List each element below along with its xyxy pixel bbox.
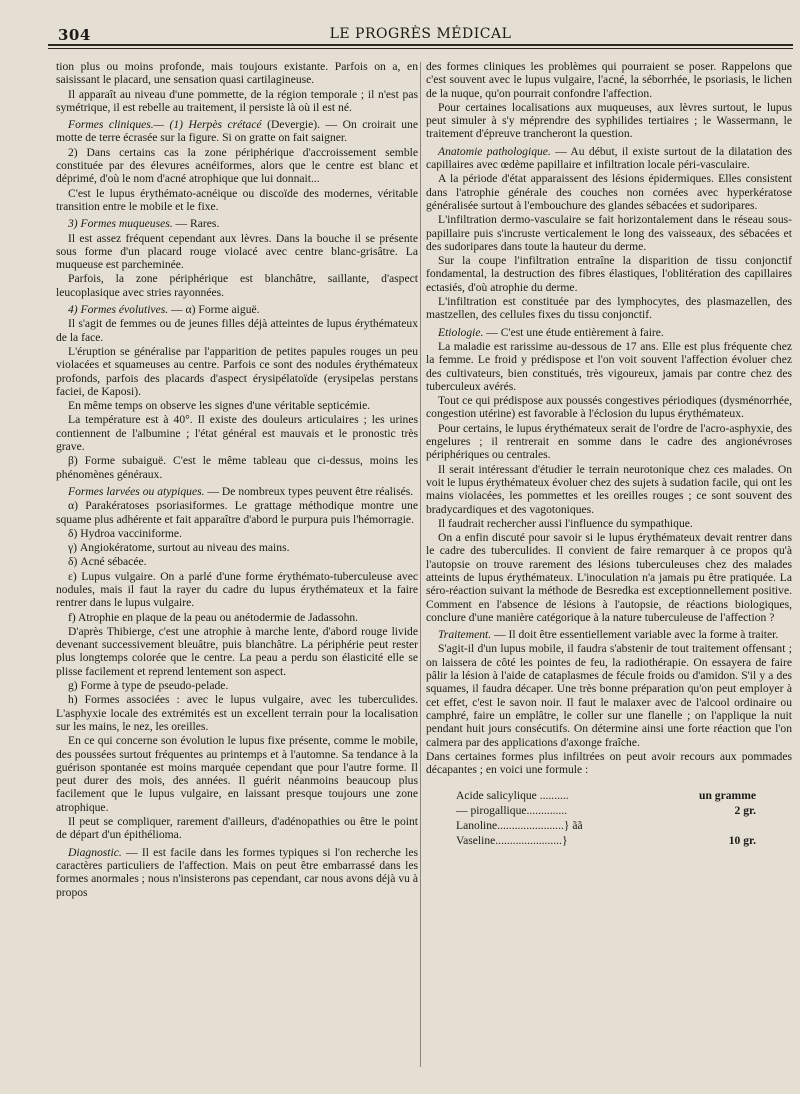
paragraph-text: En même temps on observe les signes d'une véritable septicémie. — [68, 399, 371, 413]
ingredient-name: Vaseline.......................} — [456, 834, 568, 848]
paragraph-text: f) Atrophie en plaque de la peau ou anétodermie de Jadassohn. — [68, 610, 359, 624]
paragraph-text: S'agit-il d'un lupus mobile, il faudra s'abstenir de tout traitement offensant ; on laissera de côté les pointes de feu, la radiothérapie. On essayera de faire pâlir la lésion à l'aide de cataplasmes de fécule froids ou d'amidon. S'il y a des squames, il faudra décaper. Une très bonne préparation qu'on peut employer à cet effet, c'est le savon noir. Il faut le malaxer avec de l'alcool ordinaire ou camphré, faire un emplâtre, le coller sur une flanelle ; on l'applique la nuit pendant huit jours consécutifs. On détermine ainsi une forte réaction que l'on calmera par des applications d'axonge fraîche. — [426, 642, 792, 749]
paragraph — [426, 517, 792, 530]
paragraph — [426, 463, 792, 516]
ingredient-quantity: 2 gr. — [734, 804, 756, 818]
paragraph — [56, 217, 418, 230]
paragraph-text: Dans certaines formes plus infiltrées on peut avoir recours aux pommades décapantes ; en voici une formule : — [426, 749, 792, 777]
paragraph-text: — α) Forme aiguë. — [168, 303, 260, 317]
paragraph — [56, 734, 418, 814]
paragraph-text: Parfois, la zone périphérique est blanchâtre, saillante, d'aspect leucoplasique avec stries rayonnées. — [56, 272, 418, 299]
ingredient-name: — pirogallique.............. — [456, 804, 568, 818]
paragraph — [56, 399, 418, 412]
paragraph-text: des formes cliniques les problèmes qui pourraient se poser. Rappelons que c'est souvent avec le lupus vulgaire, l'acné, la séborrhée, le psoriasis, le lichen de la nuque, qu'on pourrait confondre l'affection. — [426, 60, 792, 100]
paragraph-text: La maladie est rarissime au-dessous de 17 ans. Elle est plus fréquente chez la femme. Le froid y prédispose et l'on voit souvent l'affection évoluer chez des cultivateurs, bien constitués, très vigoureux, jamais par contre chez des tuberculeux avérés. — [426, 339, 792, 393]
paragraph — [56, 345, 418, 398]
paragraph — [56, 625, 418, 678]
section-heading: Etiologie. — [438, 325, 484, 339]
paragraph — [56, 187, 418, 214]
paragraph-text: L'infiltration dermo-vasculaire se fait horizontalement dans le réseau sous-papillaire puis s'incruste verticalement le long des vaisseaux, des sébacées et des sudoripares dans toute la hauteur du derme. — [426, 213, 792, 253]
paragraph-text: — Il doit être essentiellement variable avec la forme à traiter. — [491, 628, 779, 642]
paragraph — [56, 555, 418, 568]
running-header — [48, 22, 793, 42]
section-heading: Anatomie pathologique. — [438, 144, 551, 158]
paragraph-text: β) Forme subaiguë. C'est le même tableau que ci-dessus, moins les phénomènes généraux. — [56, 454, 418, 481]
paragraph — [56, 499, 418, 526]
paragraph — [56, 317, 418, 344]
paragraph — [426, 254, 792, 294]
paragraph-text: C'est le lupus érythémato-acnéique ou discoïde des modernes, véritable transition entre le mobile et le fixe. — [56, 186, 418, 213]
paragraph — [426, 422, 792, 462]
paragraph-text: δ) Acné sébacée. — [68, 555, 147, 569]
paragraph-text: Il faudrait rechercher aussi l'influence du sympathique. — [438, 516, 693, 530]
section-heading: Diagnostic. — [68, 845, 122, 859]
paragraph-text: Il est assez fréquent cependant aux lèvres. Dans la bouche il se présente sous forme d'un placard rouge violacé avec centre blanc-grisâtre. La muqueuse est parcheminée. — [56, 231, 418, 272]
paragraph-text: — C'est une étude entièrement à faire. — [483, 325, 664, 339]
journal-title: LE PROGRÈS MÉDICAL — [329, 26, 512, 42]
section-heading: 3) Formes muqueuses. — [68, 217, 173, 231]
paragraph-text: α) Parakératoses psoriasiformes. Le grattage méthodique montre une squame plus adhérente et fait apparaître d'abord le purpura puis l'hémorragie. — [56, 499, 418, 526]
paragraph-text: Sur la coupe l'infiltration entraîne la disparition de tissu conjonctif fondamental, la destruction des fibres élastiques, l'oblitération des capillaires ectasiés, d'où atrophie du derme. — [426, 254, 792, 294]
paragraph-text: La température est à 40°. Il existe des douleurs articulaires ; les urines contiennent de l'albumine ; l'état général est mauvais et le pronostic très grave. — [56, 413, 418, 454]
header-rule-thin — [48, 48, 793, 49]
paragraph-text: A la période d'état apparaissent des lésions épidermiques. Elles consistent dans l'atrophie générale des couches non cornées avec hyperkératose généralisée surtout à l'embouchure des glandes sébacées et sudoripares. — [426, 172, 792, 212]
ingredient-name: Acide salicylique .......... — [456, 789, 569, 803]
paragraph — [56, 60, 418, 87]
right-paragraphs — [426, 60, 792, 776]
paragraph — [56, 485, 418, 498]
paragraph — [426, 326, 792, 339]
paragraph — [56, 88, 418, 115]
paragraph-text: tion plus ou moins profonde, mais toujours existante. Parfois on a, en saisissant le placard, une sensation quasi cartilagineuse. — [56, 60, 418, 87]
paragraph-text: — Au début, il existe surtout de la dilatation des capillaires avec œdème papillaire et infiltration locale péri-vasculaire. — [426, 144, 792, 172]
paragraph — [56, 413, 418, 453]
section-heading: Traitement. — [438, 628, 492, 642]
right-column — [426, 60, 792, 1070]
paragraph — [56, 693, 418, 733]
paragraph-text: g) Forme à type de pseudo-pelade. — [68, 679, 229, 693]
formula-row — [456, 818, 756, 833]
paragraph — [56, 118, 418, 145]
paragraph — [426, 642, 792, 748]
ingredient-quantity: 10 gr. — [728, 834, 756, 848]
paragraph-text: ε) Lupus vulgaire. On a parlé d'une forme érythémato-tuberculeuse avec nodules, mais il faut la rayer du cadre du lupus érythémateux et la faire rentrer dans le lupus vulgaire. — [56, 569, 418, 610]
paragraph-text: γ) Angiokératome, surtout au niveau des mains. — [68, 541, 290, 555]
ingredient-quantity: un gramme — [699, 789, 756, 803]
paragraph — [56, 679, 418, 692]
paragraph — [426, 340, 792, 393]
paragraph-text: (Devergie). — On croirait une motte de terre écrasée sur la figure. Si on gratte on fait saigner. — [56, 118, 418, 145]
paragraph-text: L'infiltration est constituée par des lymphocytes, des plasmazellen, des mastzellen, des cellules fixes du tissu conjonctif. — [426, 295, 792, 322]
paragraph — [56, 570, 418, 610]
paragraph — [426, 295, 792, 322]
paragraph-text: L'éruption se généralise par l'apparition de petites papules rouges un peu violacées et squameuses au centre. Parfois ce sont des nodules érythémateux profonds, parfois des placards d'aspect érysipélatoïde (erysipelas perstans faciei, de Kaposi). — [56, 344, 418, 398]
paragraph-text: 2) Dans certains cas la zone périphérique d'accroissement semble constituée par des élevures acnéiformes, alors que le centre est blanc et déprimé, d'où le nom d'acné atrophique que lui donnait... — [56, 145, 418, 186]
paragraph — [426, 750, 792, 777]
page-number: 304 — [58, 26, 91, 44]
paragraph-text: — Il est facile dans les formes typiques si l'on recherche les caractères particuliers de l'affection. Mais on peut être embarrassé dans les formes anormales ; nous n'insisterons pas cependant, car nous avons déjà vu à propos — [56, 845, 418, 899]
paragraph-text: Pour certains, le lupus érythémateux serait de l'ordre de l'acro-asphyxie, des engelures ; il rentrerait en somme dans le cadre des angionévroses périphériques ou centrales. — [426, 421, 792, 462]
column-divider — [420, 62, 421, 1067]
section-heading: Formes cliniques.— (1) Herpès crétacé — [68, 118, 262, 132]
paragraph — [56, 541, 418, 554]
paragraph — [56, 454, 418, 481]
paragraph — [426, 394, 792, 421]
paragraph — [426, 145, 792, 172]
paragraph — [56, 272, 418, 299]
section-heading: Formes larvées ou atypiques. — [68, 484, 205, 498]
paragraph-text: Il serait intéressant d'étudier le terrain neurotonique chez ces malades. On voit le lupus érythémateux évoluer chez des sujets à sudation facile, qui ont les mains violacées, les pommettes et les oreilles rouges ; ce sont souvent des bradycardiques et des vagotoniques. — [426, 462, 792, 516]
paragraph — [56, 846, 418, 899]
header-rule-thick — [48, 44, 793, 46]
paragraph-text: Pour certaines localisations aux muqueuses, aux lèvres surtout, le lupus peut simuler à s'y méprendre des syphilides tertiaires ; le Wassermann, le traitement d'épreuve trancheront la question. — [426, 100, 792, 141]
paragraph — [426, 213, 792, 253]
paragraph — [56, 232, 418, 272]
paragraph-text: δ) Hydroa vacciniforme. — [68, 526, 182, 540]
paragraph-text: On a enfin discuté pour savoir si le lupus érythémateux devait rentrer dans le cadre des tuberculides. Il convient de faire remarquer à ce propos qu'à l'autopsie on trouve rarement des lésions tuberculeuses chez des malades atteints de lupus érythémateux. L'inoculation n'a jamais pu être pratiquée. La séro-réaction suivant la méthode de Besredka est exceptionnellement positive. Comment en l'absence de lésions à l'autopsie, de réactions biologiques, conclure d'une manière catégorique à la nature tuberculeuse de l'affection ? — [426, 531, 792, 624]
paragraph — [426, 628, 792, 641]
paragraph-text: — De nombreux types peuvent être réalisés. — [204, 484, 414, 498]
section-heading: 4) Formes évolutives. — [68, 303, 169, 317]
formula-row — [456, 803, 756, 818]
paragraph — [56, 815, 418, 842]
paragraph-text: — Rares. — [172, 217, 220, 231]
paragraph — [426, 172, 792, 212]
formula-row — [456, 788, 756, 803]
paragraph-text: Il apparaît au niveau d'une pommette, de la région temporale ; il n'est pas symétrique, il est rebelle au traitement, il persiste là où il est né. — [56, 87, 418, 114]
paragraph-text: En ce qui concerne son évolution le lupus fixe présente, comme le mobile, des poussées surtout fréquentes au printemps et à l'automne. Sa tendance à la guérison spontanée est moins marquée cependant que pour l'autre forme. Il peut durer des mois, des années. Il guérit néanmoins beaucoup plus facilement que le lupus vulgaire, en laissant presque toujours une zone atrophique. — [56, 734, 418, 814]
paragraph — [56, 146, 418, 186]
paragraph — [56, 527, 418, 540]
paragraph — [56, 303, 418, 316]
ingredient-name: Lanoline.......................} ãã — [456, 819, 583, 833]
paragraph-text: Il peut se compliquer, rarement d'ailleurs, d'adénopathies ou être le point de départ d'un épithélioma. — [56, 815, 418, 842]
paragraph — [426, 60, 792, 100]
paragraph — [426, 531, 792, 624]
paragraph-text: h) Formes associées : avec le lupus vulgaire, avec les tuberculides. L'asphyxie locale des extrémités est un excellent terrain pour la localisation sur les mains, le nez, les oreilles. — [56, 693, 418, 733]
paragraph-text: D'après Thibierge, c'est une atrophie à marche lente, d'abord rouge livide devenant successivement bleuâtre, puis blanchâtre. La périphérie peut rester plus longtemps colorée que le centre. La peau a perdu son élasticité elle se plisse facilement et reprend lentement son aspect. — [56, 624, 418, 678]
paragraph — [426, 101, 792, 141]
paragraph-text: Tout ce qui prédispose aux poussés congestives périodiques (dysménorrhée, congestion utérine) est favorable à l'éclosion du lupus érythémateux. — [426, 394, 792, 421]
left-column — [56, 60, 418, 1070]
formula-row — [456, 833, 756, 848]
formula-block — [456, 788, 756, 848]
paragraph — [56, 611, 418, 624]
paragraph-text: Il s'agit de femmes ou de jeunes filles déjà atteintes de lupus érythémateux de la face. — [56, 317, 418, 344]
